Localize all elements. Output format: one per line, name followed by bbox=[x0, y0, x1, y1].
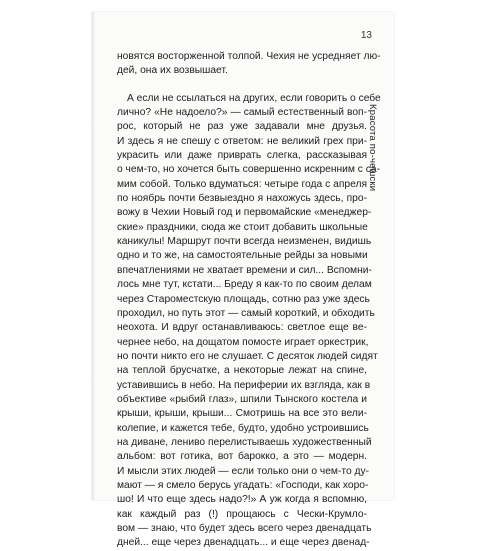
text-line: на диване, лениво перелистываешь художественный bbox=[117, 436, 372, 448]
text-line: вом — знаю, что будет здесь всего через двенадцать bbox=[117, 523, 372, 534]
text-line: на теплой брусчатке, а некоторые лежат на спине, bbox=[117, 365, 367, 377]
text-line: по ноябрь почти безвыездно я нахожусь здесь, про- bbox=[117, 193, 367, 205]
text-line: объективе «рыбий глаз», шпили Тынского костела и bbox=[117, 393, 367, 405]
book-page bbox=[92, 12, 394, 549]
running-head: Красота по-чешски bbox=[367, 104, 378, 192]
text-line: крыши, крыши, крыши... Смотришь на все это вели- bbox=[117, 408, 367, 420]
text-line: впечатлениями не хватает времени и сил... Вспомни- bbox=[117, 264, 372, 276]
text-line: мим собой. Только вдуматься: четыре года с апреля bbox=[117, 178, 367, 190]
paragraph-gap bbox=[117, 79, 367, 92]
text-line: проходил, но путь этот — самый короткий, и обходить bbox=[117, 307, 375, 319]
text-line: одно и то же, на самостоятельные рейды за новыми bbox=[117, 250, 368, 262]
text-line: вожу в Чехии Новый год и первомайские «менеджер- bbox=[117, 207, 372, 219]
text-line: шо! И что еще здесь надо?!» А уж когда я вспомню, bbox=[117, 494, 367, 506]
text-line: мают — я смело берусь угадать: «Господи, как хоро- bbox=[117, 479, 369, 491]
text-line: новятся восторженной толпой. Чехия не усредняет лю- bbox=[117, 51, 381, 62]
text-line: рос, который не раз уже задавали мне друзья. bbox=[117, 121, 367, 133]
text-line: лось мне тут, кстати... Бреду я как-то по своим делам bbox=[117, 279, 372, 291]
text-line: но почти никто его не слушает. С десяток людей сидят bbox=[117, 350, 378, 362]
text-line: украсить или даже приврать слегка, рассказывая bbox=[117, 150, 367, 162]
text-line: И мысли этих людей — если только они о чем-то ду- bbox=[117, 465, 370, 477]
text-line: А если не ссылаться на других, если говорить о себе bbox=[127, 92, 381, 104]
text-line: чернее небо, на дощатом помосте играет оркестрик, bbox=[117, 336, 369, 348]
text-line: лично? «Не надоело?» — самый естественный воп- bbox=[117, 107, 367, 119]
text-line: дней... еще через двенадцать... и еще через двенад- bbox=[117, 537, 370, 549]
text-line: уставившись в небо. На периферии их взгляда, как в bbox=[117, 379, 371, 391]
page-number: 13 bbox=[360, 30, 372, 41]
text-line: И здесь я не спешу с ответом: не великий грех при- bbox=[117, 135, 367, 147]
text-line: о чем-то, но хочется быть совершенно искренним с са- bbox=[117, 164, 380, 176]
text-line: неохота. И вдруг останавливаюсь: светлое еще ве- bbox=[117, 322, 367, 334]
text-line: альбом: вот готика, вот барокко, а это — модерн. bbox=[117, 451, 367, 463]
text-line: через Староместскую площадь, сотню раз уже здесь bbox=[117, 293, 370, 305]
text-line: каникулы! Маршрут почти всегда неизменен, видишь bbox=[117, 236, 372, 248]
text-line: ские» праздники, сюда же стоит добавить школьные bbox=[117, 221, 368, 233]
text-line: как каждый раз (!) прощаюсь с Чески-Крумло- bbox=[117, 508, 367, 520]
text-line: колепие, и кажется тебе, будто, удобно устроившись bbox=[117, 422, 369, 434]
page-gutter-shadow bbox=[92, 12, 95, 500]
text-line: дей, она их возвышает. bbox=[117, 65, 228, 77]
